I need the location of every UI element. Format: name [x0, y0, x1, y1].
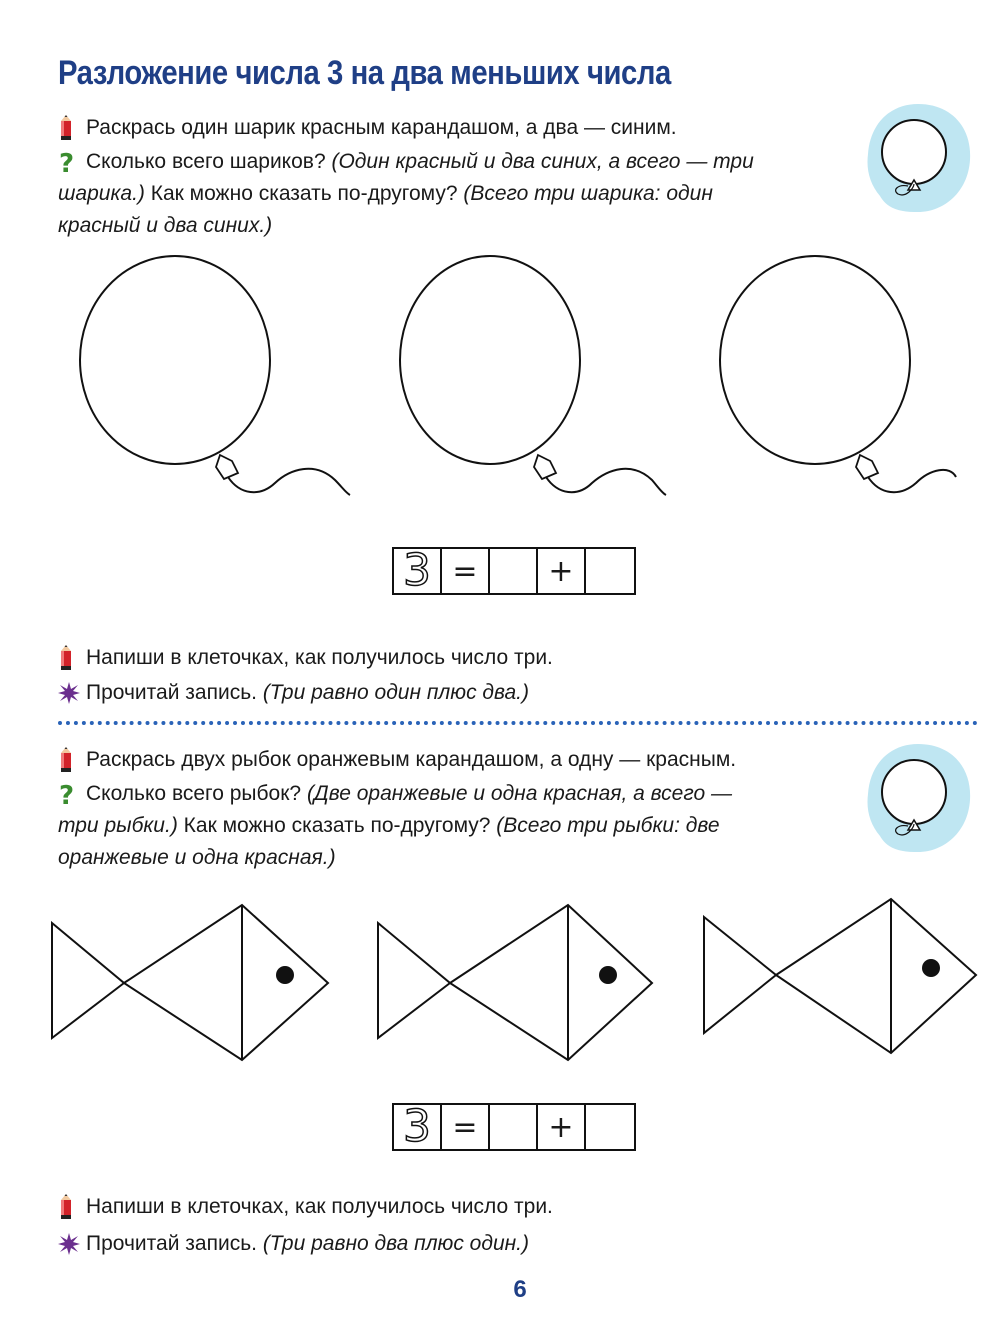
equation-cell-equals: =: [442, 1105, 490, 1149]
question-balloons-line3: красный и два синих.): [58, 214, 273, 237]
pencil-icon: [58, 1194, 82, 1220]
star-burst-icon: [58, 1233, 82, 1255]
balloons-illustration: [60, 255, 960, 510]
balloon-2: [400, 256, 666, 495]
fish-2: [378, 905, 652, 1060]
question-balloons-line2: шарика.) Как можно сказать по-другому? (Всего три шарика: один: [58, 182, 713, 205]
question-balloons: ? Сколько всего шариков? (Один красный и два синих, а всего — три: [58, 146, 858, 178]
page-number: 6: [513, 1276, 527, 1303]
task-color-fish: Раскрась двух рыбок оранжевым карандашом, а одну — красным.: [58, 744, 858, 776]
task-write-1: Напиши в клеточках, как получилось число три.: [58, 642, 858, 674]
equation-grid-2[interactable]: [392, 1103, 636, 1151]
fish-1: [52, 905, 328, 1060]
task-write-2: Напиши в клеточках, как получилось число три.: [58, 1191, 858, 1223]
equation-cell-digit: 3: [394, 549, 442, 593]
question-fish-line2: три рыбки.) Как можно сказать по-другому? (Всего три рыбки: две: [58, 814, 720, 837]
equation-cell-blank-1[interactable]: [490, 1105, 538, 1149]
question-mark-icon: [58, 782, 82, 806]
section-separator: [58, 721, 978, 725]
pencil-icon: [58, 115, 82, 141]
balloon-badge-icon: [862, 100, 974, 218]
pencil-icon: [58, 747, 82, 773]
page-title: Разложение числа 3 на два меньших числа: [58, 54, 671, 92]
task-read-1: Прочитай запись. (Три равно один плюс два.): [58, 677, 858, 709]
task-color-balloons: Раскрась один шарик красным карандашом, а два — синим.: [58, 112, 858, 144]
pencil-icon: [58, 645, 82, 671]
question-fish: ? Сколько всего рыбок? (Две оранжевые и одна красная, а всего —: [58, 778, 858, 810]
task-read-2: Прочитай запись. (Три равно два плюс один.): [58, 1228, 858, 1260]
equation-cell-plus: +: [538, 549, 586, 593]
equation-grid-1[interactable]: [392, 547, 636, 595]
equation-cell-digit: 3: [394, 1105, 442, 1149]
balloon-3: [720, 256, 956, 492]
svg-text:?: ?: [59, 150, 75, 175]
equation-cell-blank-2[interactable]: [586, 549, 634, 593]
equation-cell-plus: +: [538, 1105, 586, 1149]
balloon-1: [80, 256, 350, 495]
question-mark-icon: [58, 150, 82, 174]
equation-cell-equals: =: [442, 549, 490, 593]
svg-text:?: ?: [59, 782, 75, 807]
question-fish-line3: оранжевые и одна красная.): [58, 846, 336, 869]
equation-cell-blank-2[interactable]: [586, 1105, 634, 1149]
equation-cell-blank-1[interactable]: [490, 549, 538, 593]
fish-illustration: [40, 895, 980, 1070]
star-burst-icon: [58, 682, 82, 704]
balloon-badge-icon: [862, 740, 974, 858]
fish-3: [704, 899, 976, 1053]
